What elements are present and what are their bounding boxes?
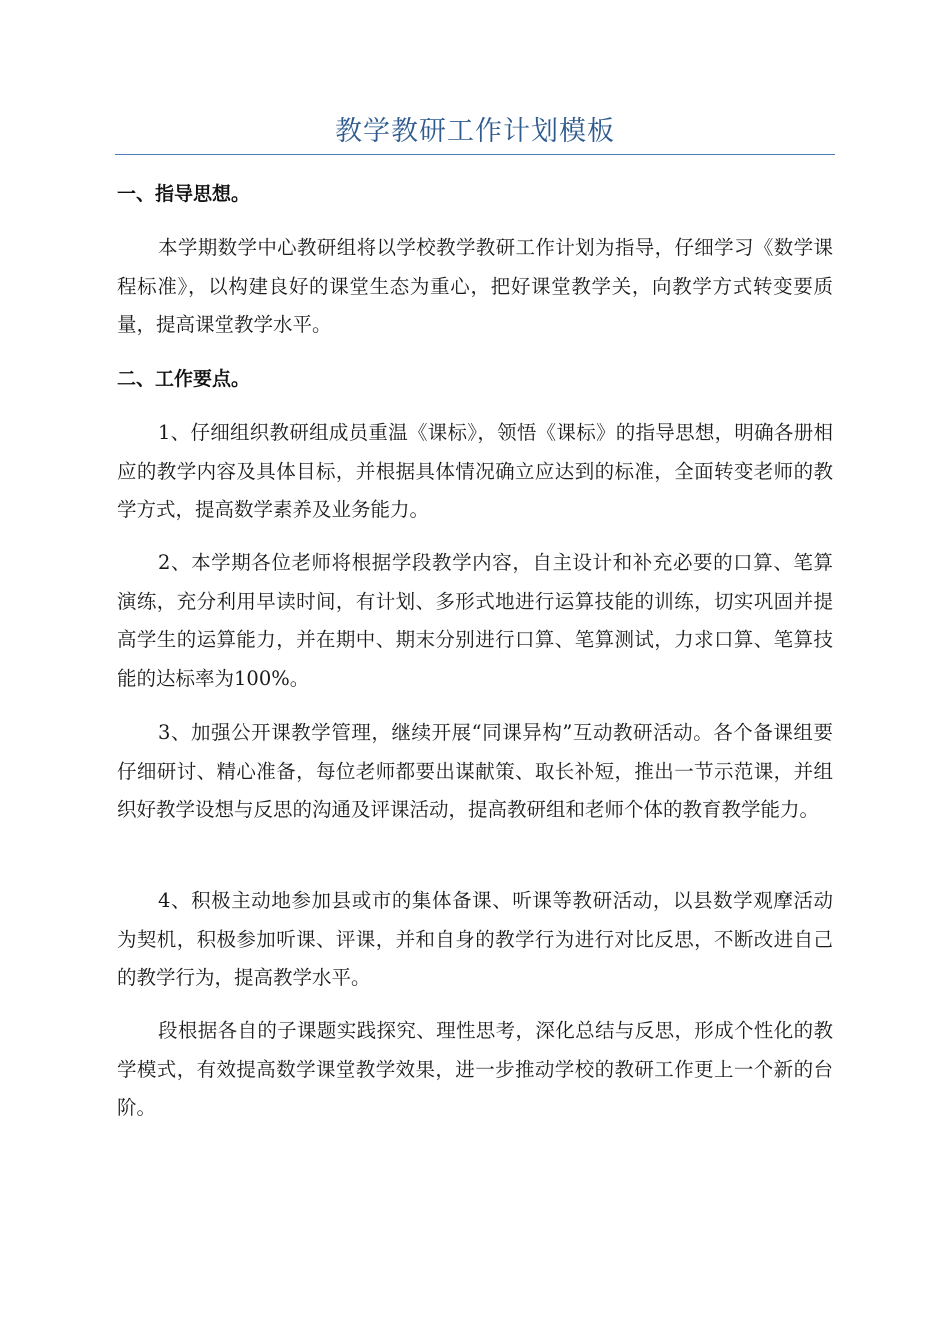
work-point-2: 2、本学期各位老师将根据学段教学内容，自主设计和补充必要的口算、笔算演练，充分利用早读时间，有计划、多形式地进行运算技能的训练，切实巩固并提高学生的运算能力，并在期中、期末分别进行口算、笔算测试，力求口算、笔算技能的达标率为100%。 — [117, 551, 833, 690]
work-point-1: 1、仔细组织教研组成员重温《课标》，领悟《课标》的指导思想，明确各册相应的教学内容及具体目标，并根据具体情况确立应达到的标准，全面转变老师的教学方式，提高数学素养及业务能力。 — [117, 421, 833, 521]
work-point-4: 4、积极主动地参加县或市的集体备课、听课等教研活动，以县数学观摩活动为契机，积极参加听课、评课，并和自身的教学行为进行对比反思，不断改进自己的教学行为，提高教学水平。 — [117, 889, 833, 989]
section-heading-guiding-ideology: 一、指导思想。 — [117, 183, 251, 205]
work-point-5: 段根据各自的子课题实践探究、理性思考，深化总结与反思，形成个性化的教学模式，有效提高数学课堂教学效果，进一步推动学校的教研工作更上一个新的台阶。 — [117, 1019, 833, 1119]
section-heading-work-points: 二、工作要点。 — [117, 368, 251, 390]
title-underline — [115, 154, 835, 155]
paragraph-guiding-ideology: 本学期数学中心教研组将以学校教学教研工作计划为指导，仔细学习《数学课程标准》，以构建良好的课堂生态为重心，把好课堂教学关，向教学方式转变要质量，提高课堂教学水平。 — [117, 236, 833, 336]
work-point-3: 3、加强公开课教学管理，继续开展“同课异构”互动教研活动。各个备课组要仔细研讨、精心准备，每位老师都要出谋献策、取长补短，推出一节示范课，并组织好教学设想与反思的沟通及评课活动，提高教研组和老师个体的教育教学能力。 — [117, 721, 833, 821]
document-title: 教学教研工作计划模板 — [335, 116, 615, 147]
